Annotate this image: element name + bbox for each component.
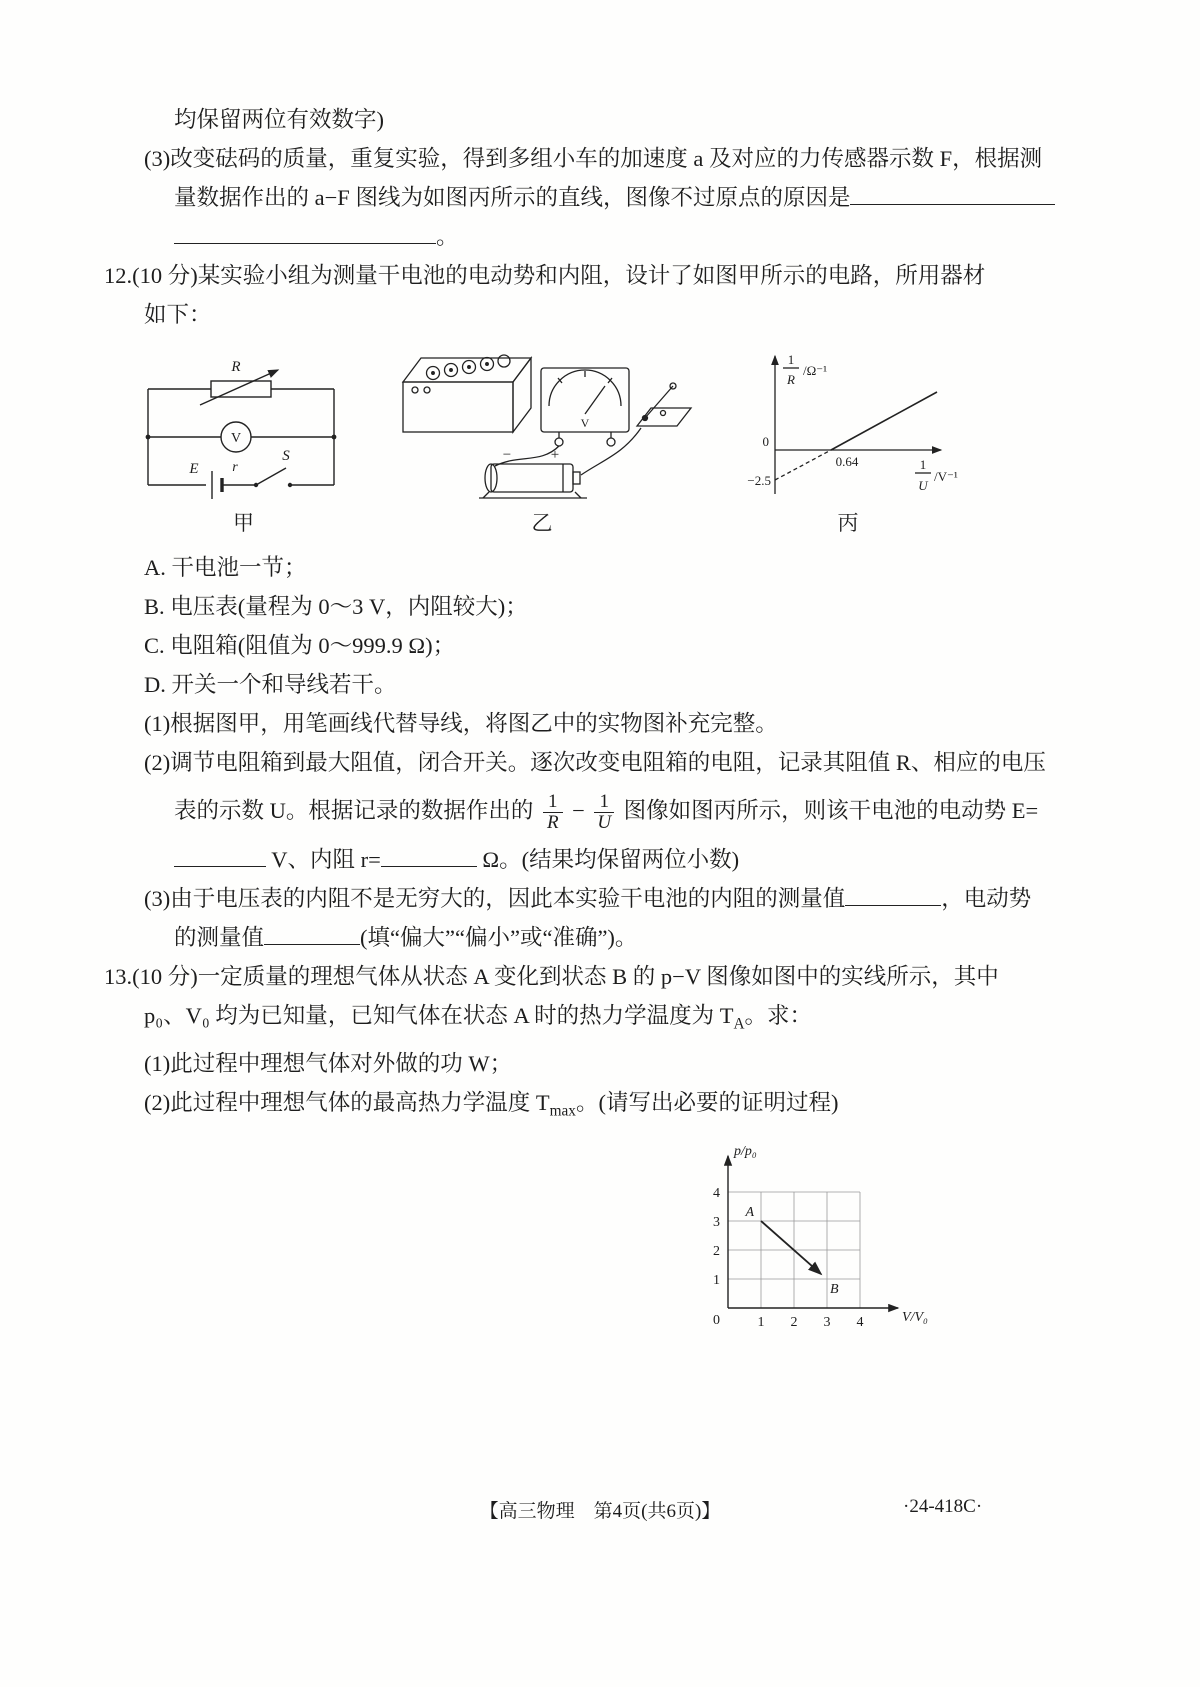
label-E: E [189, 461, 199, 477]
resistance-box [403, 355, 531, 432]
q13-part1-text: (1)此过程中理想气体对外做的功 W； [144, 1050, 513, 1076]
q11-part3-period: 。 [436, 224, 459, 249]
q12-item-a [104, 548, 1095, 587]
pv-diagram [680, 1140, 935, 1345]
fraction-1-over-R [543, 792, 563, 834]
y-label-denominator: R [787, 372, 795, 387]
meter-V-label: V [580, 416, 590, 430]
q13-part2-line [104, 1083, 1095, 1131]
fraction-numerator: 1 [543, 792, 563, 814]
answer-blank [174, 225, 436, 244]
x-label-numerator: 1 [919, 457, 927, 472]
caption-bing: 丙 [837, 511, 859, 535]
q12-part2-line2 [104, 782, 1095, 840]
x-tick-2: 2 [790, 1315, 798, 1330]
q13-heading-text2a: p₀、V₀ 均为已知量，已知气体在状态 A 时的热力学温度为 T [144, 1003, 734, 1028]
fraction-denominator: U [597, 812, 612, 834]
switch-lever [256, 468, 286, 485]
q12-part3-text2a: 的测量值 [174, 925, 265, 950]
y-tick-1: 1 [713, 1273, 720, 1288]
q12-item-c [104, 626, 1095, 665]
q11-part3-text2: 量数据作出的 a−F 图线为如图丙所示的直线，图像不过原点的原因是 [174, 185, 851, 210]
y-tick-2: 2 [713, 1244, 720, 1259]
q12-part2-line1 [104, 743, 1095, 782]
y-axis-label: p/p₀ [734, 1144, 757, 1159]
point-A-label: A [745, 1205, 754, 1220]
circuit-diagram [136, 357, 351, 507]
footer-title-page: 【高三物理 第4页(共6页)】 [479, 1501, 721, 1522]
q12-part2-text3b: Ω。(结果均保留两位小数) [476, 847, 740, 872]
x-tick-1: 1 [757, 1315, 765, 1330]
figure-yi [391, 342, 693, 536]
item-c-text: C. 电阻箱(阻值为 0～999.9 Ω)； [144, 633, 456, 658]
figure-jia [136, 357, 351, 536]
footer-paper-code: ·24-418C· [903, 1496, 983, 1517]
q13-part2-text-a: (2)此过程中理想气体的最高热力学温度 T [144, 1089, 550, 1115]
fraction-numerator: 1 [594, 792, 614, 814]
fraction-1-over-U [594, 792, 614, 834]
q12-part3-text1b: ，电动势 [941, 886, 1032, 911]
q12-part2-text2a: 表的示数 U。根据记录的数据作出的 [174, 798, 534, 823]
q11-cont-text: 均保留两位有效数字) [174, 107, 384, 132]
item-d-text: D. 开关一个和导线若干。 [144, 672, 397, 697]
y-tick-4: 4 [713, 1186, 720, 1201]
label-r: r [232, 460, 238, 475]
answer-blank [845, 887, 941, 906]
cell-minus-label: − [502, 447, 512, 463]
q12-part2-text1: (2)调节电阻箱到最大阻值，闭合开关。逐次改变电阻箱的电阻，记录其阻值 R、相应的电压 [144, 750, 1046, 775]
knife-switch [637, 383, 691, 426]
q11-part3-text1: (3)改变砝码的质量，重复实验，得到多组小车的加速度 a 及对应的力传感器示数 F，根据测 [144, 146, 1043, 171]
label-V: V [230, 431, 242, 446]
q11-part3-line1 [104, 139, 1095, 178]
voltmeter-body [541, 368, 629, 446]
q12-part2-text3a: V、内阻 r= [266, 847, 381, 872]
q12-part1-line [104, 704, 1095, 743]
q12-part3-line1 [104, 879, 1095, 918]
caption-yi: 乙 [531, 511, 553, 535]
q12-part2-line3 [104, 840, 1095, 879]
dashed-extension [775, 450, 831, 480]
origin-label: 0 [713, 1313, 720, 1328]
answer-blank [381, 848, 477, 867]
x-axis-label: V/V₀ [902, 1310, 928, 1325]
minus-sign: − [572, 798, 585, 823]
answer-blank [264, 926, 360, 945]
q13-heading-text2b: 。求： [744, 1003, 813, 1028]
answer-blank [850, 186, 1055, 205]
q12-heading-line2 [104, 295, 1095, 334]
q12-part3-text2b: (填“偏大”“偏小”或“准确”)。 [360, 925, 638, 950]
q13-part2-text-b: 。(请写出必要的证明过程) [575, 1089, 839, 1115]
q13-part1-line [104, 1044, 1095, 1083]
q12-heading-line1 [104, 256, 1095, 295]
y-intercept-label: −2.5 [747, 473, 771, 488]
cell-plus-label: + [550, 447, 560, 463]
point-B-label: B [830, 1282, 839, 1297]
label-R: R [231, 359, 241, 375]
q11-part3-line3 [104, 217, 1095, 256]
x-label-denominator: U [918, 478, 928, 493]
subscript-A: A [733, 1015, 745, 1033]
q12-heading-text2: 如下： [144, 302, 212, 327]
fit-line [831, 392, 937, 450]
y-label-unit: /Ω⁻¹ [803, 363, 828, 378]
dry-cell [479, 464, 587, 498]
inverse-graph [733, 342, 963, 507]
x-label-unit: /V⁻¹ [934, 469, 958, 484]
answer-blank [174, 848, 266, 867]
item-a-text: A. 干电池一节； [144, 555, 307, 580]
q12-part3-text1a: (3)由于电压表的内阻不是无穷大的，因此本实验干电池的内阻的测量值 [144, 886, 846, 911]
subscript-max: max [549, 1102, 576, 1119]
q13-heading-text1: 13.(10 分)一定质量的理想气体从状态 A 变化到状态 B 的 p−V 图像如图中的实线所示，其中 [104, 964, 999, 989]
caption-jia: 甲 [233, 511, 254, 535]
q12-heading-text1: 12.(10 分)某实验小组为测量干电池的电动势和内阻，设计了如图甲所示的电路，所用器材 [104, 263, 986, 288]
y-label-numerator: 1 [787, 352, 795, 367]
q12-part3-line2 [104, 918, 1095, 957]
x-tick-3: 3 [823, 1315, 831, 1330]
q12-figures [136, 342, 1095, 536]
q13-heading-line1 [104, 957, 1095, 996]
x-intercept-label: 0.64 [835, 454, 859, 469]
process-line-A-to-B [761, 1221, 821, 1274]
q12-item-d [104, 665, 1095, 704]
rheostat-symbol [211, 381, 271, 397]
connecting-wires [495, 428, 641, 475]
q11-continuation-line [104, 100, 1095, 139]
q11-part3-line2 [104, 178, 1095, 217]
x-tick-4: 4 [856, 1315, 864, 1330]
fraction-denominator: R [546, 812, 559, 834]
origin-label: 0 [762, 434, 769, 449]
q12-item-b [104, 587, 1095, 626]
item-b-text: B. 电压表(量程为 0～3 V，内阻较大)； [144, 594, 528, 619]
q13-heading-line2 [104, 996, 1095, 1044]
q12-part1-text: (1)根据图甲，用笔画线代替导线，将图乙中的实物图补充完整。 [144, 711, 778, 736]
figure-bing [733, 342, 963, 536]
label-S: S [282, 448, 290, 464]
y-tick-3: 3 [713, 1215, 720, 1230]
apparatus-drawing [391, 342, 693, 507]
q12-part2-text2b: 图像如图丙所示，则该干电池的电动势 E= [623, 798, 1039, 823]
